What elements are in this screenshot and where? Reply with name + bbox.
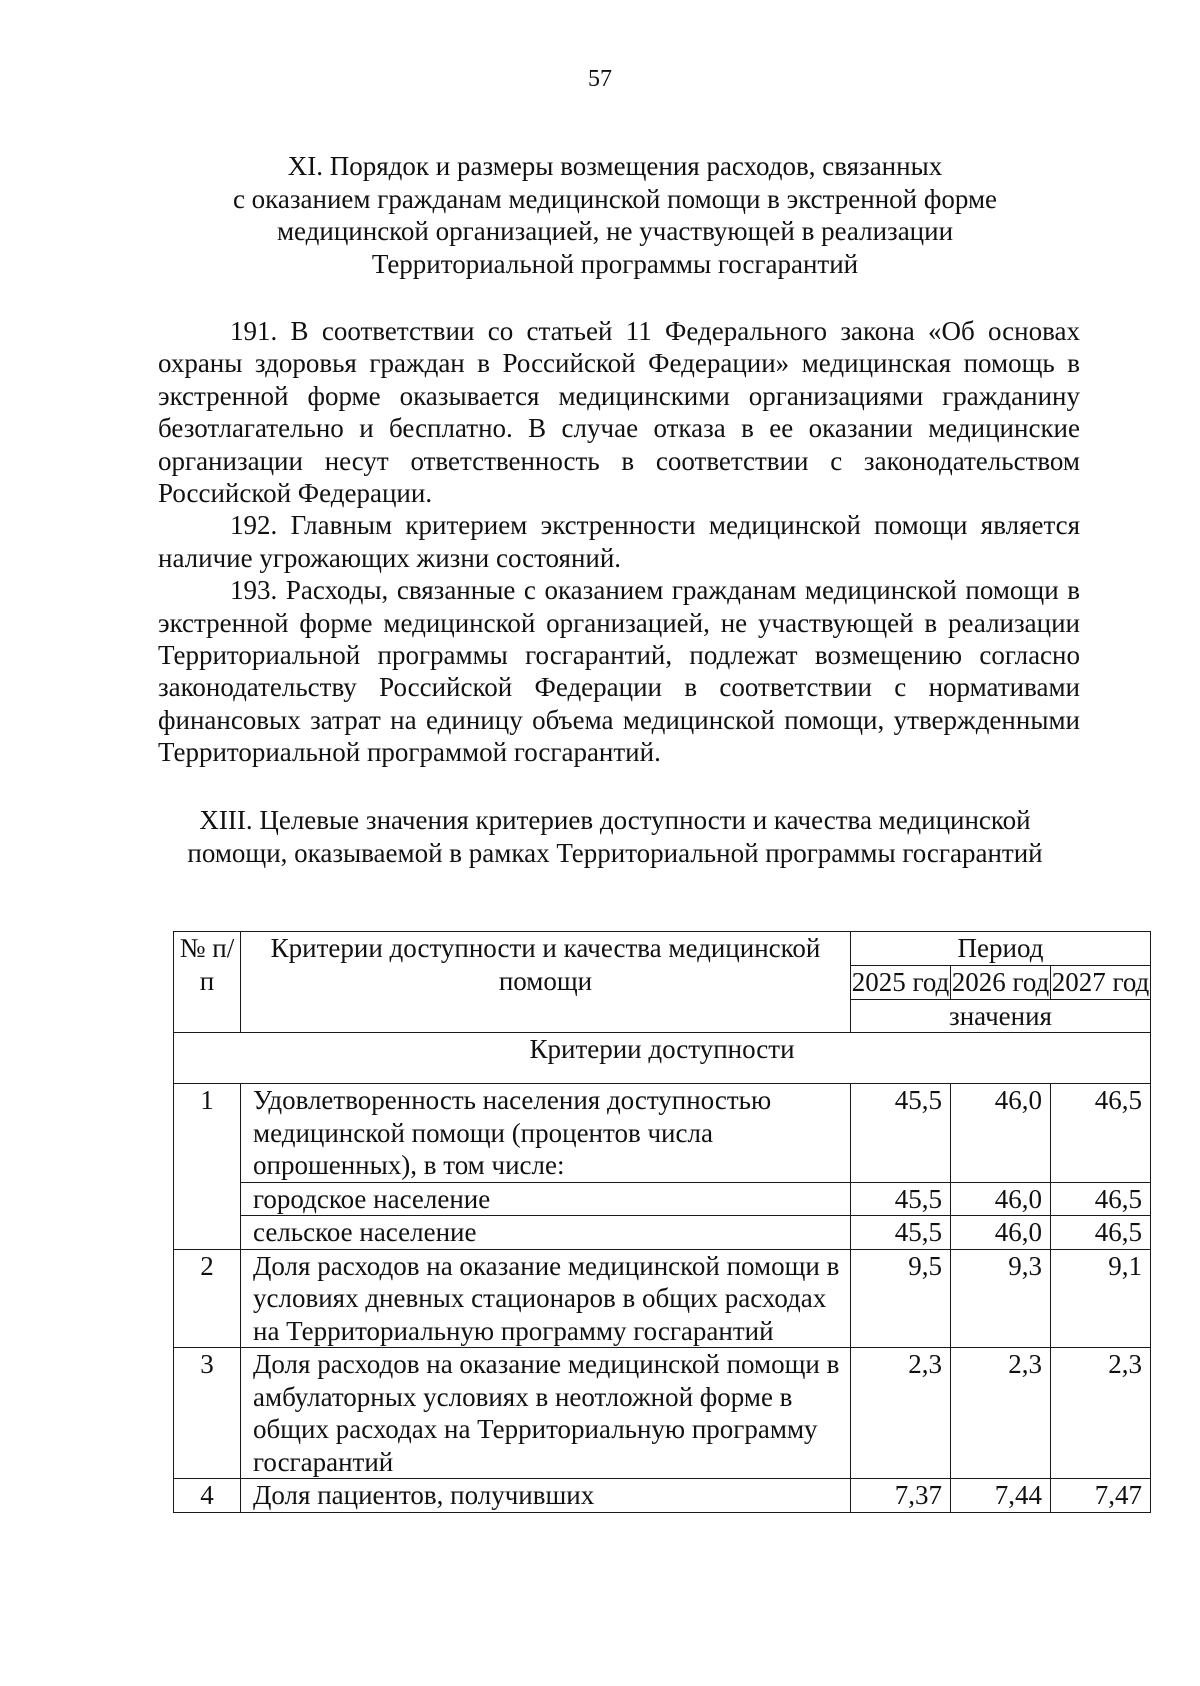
row-num: 3 xyxy=(174,1348,241,1479)
section-label: Критерии доступности xyxy=(174,1033,1151,1084)
value-2027: 46,5 xyxy=(1051,1216,1151,1250)
row-criterion: Доля расходов на оказание медицинской помощи в условиях дневных стационаров в общих расходах на Территориальную программу госгарантий xyxy=(241,1249,851,1348)
row-criterion: Доля расходов на оказание медицинской помощи в амбулаторных условиях в неотложной форме в общих расходах на Территориальную программу госгарантий xyxy=(241,1348,851,1479)
value-2027: 46,5 xyxy=(1051,1182,1151,1216)
row-criterion: Доля пациентов, получивших xyxy=(241,1479,851,1513)
value-2025: 45,5 xyxy=(851,1084,951,1183)
value-2026: 46,0 xyxy=(951,1216,1051,1250)
value-2025: 45,5 xyxy=(851,1216,951,1250)
criteria-table xyxy=(173,931,1151,1513)
row-num: 4 xyxy=(174,1479,241,1513)
row-criterion: Удовлетворенность населения доступностью медицинской помощи (процентов числа опрошенных), в том числе: xyxy=(241,1084,851,1183)
table-row xyxy=(174,1216,1151,1250)
value-2026: 2,3 xyxy=(951,1348,1051,1479)
section-xiii-title-line: помощи, оказываемой в рамках Территориальной программы госгарантий xyxy=(187,837,1043,868)
paragraph-193: 193. Расходы, связанные с оказанием гражданам медицинской помощи в экстренной форме медицинской организацией, не участвующей в реализации Территориальной программы госгарантий, подлежат возмещению согласно законодательству Российской Федерации в соответствии с нормативами финансовых затрат на единицу объема медицинской помощи, утвержденными Территориальной программой госгарантий. xyxy=(158,575,1080,768)
header-values: значения xyxy=(851,999,1151,1033)
section-xi-title-line: XI. Порядок и размеры возмещения расходов, связанных xyxy=(287,151,943,181)
row-criterion: городское население xyxy=(241,1182,851,1216)
section-xiii-title-line: XIII. Целевые значения критериев доступности и качества медицинской xyxy=(199,805,1031,835)
table-row xyxy=(174,1348,1151,1479)
paragraph-192: 192. Главным критерием экстренности медицинской помощи является наличие угрожающих жизни состояний. xyxy=(158,510,1080,573)
section-xiii-title xyxy=(150,804,1080,869)
header-year-2027: 2027 год xyxy=(1051,967,1150,997)
section-xi-title xyxy=(150,150,1080,280)
value-2026: 46,0 xyxy=(951,1084,1051,1183)
header-year-2025: 2025 год xyxy=(851,967,950,997)
value-2027: 7,47 xyxy=(1051,1479,1151,1513)
section-xi-title-line: с оказанием гражданам медицинской помощи в экстренной форме xyxy=(232,183,998,214)
value-2027: 9,1 xyxy=(1051,1249,1151,1348)
row-num: 2 xyxy=(174,1249,241,1348)
header-period: Период xyxy=(851,932,1151,966)
table-row xyxy=(174,1249,1151,1348)
table-row xyxy=(174,1084,1151,1183)
header-num: № п/п xyxy=(174,932,241,1033)
section-xi-title-line: медицинской организацией, не участвующей в реализации xyxy=(276,216,954,246)
page-number: 57 xyxy=(588,66,612,92)
value-2027: 2,3 xyxy=(1051,1348,1151,1479)
row-criterion: сельское население xyxy=(241,1216,851,1250)
section-xi-body xyxy=(158,315,1080,769)
row-num: 1 xyxy=(174,1084,241,1250)
value-2026: 46,0 xyxy=(951,1182,1051,1216)
value-2026: 7,44 xyxy=(951,1479,1051,1513)
paragraph-191: 191. В соответствии со статьей 11 Федерального закона «Об основах охраны здоровья граждан в Российской Федерации» медицинская помощь в экстренной форме оказывается медицинскими организациями гражданину безотлагательно и бесплатно. В случае отказа в ее оказании медицинские организации несут ответственность в соответствии с законодательством Российской Федерации. xyxy=(158,316,1080,509)
header-criteria: Критерии доступности и качества медицинской помощи xyxy=(241,932,851,1033)
table-row xyxy=(174,1182,1151,1216)
section-xi-title-line: Территориальной программы госгарантий xyxy=(371,248,859,279)
value-2025: 2,3 xyxy=(851,1348,951,1479)
value-2026: 9,3 xyxy=(951,1249,1051,1348)
value-2025: 7,37 xyxy=(851,1479,951,1513)
table-row xyxy=(174,1479,1151,1513)
value-2025: 45,5 xyxy=(851,1182,951,1216)
header-year-2026: 2026 год xyxy=(951,967,1050,997)
value-2027: 46,5 xyxy=(1051,1084,1151,1183)
value-2025: 9,5 xyxy=(851,1249,951,1348)
